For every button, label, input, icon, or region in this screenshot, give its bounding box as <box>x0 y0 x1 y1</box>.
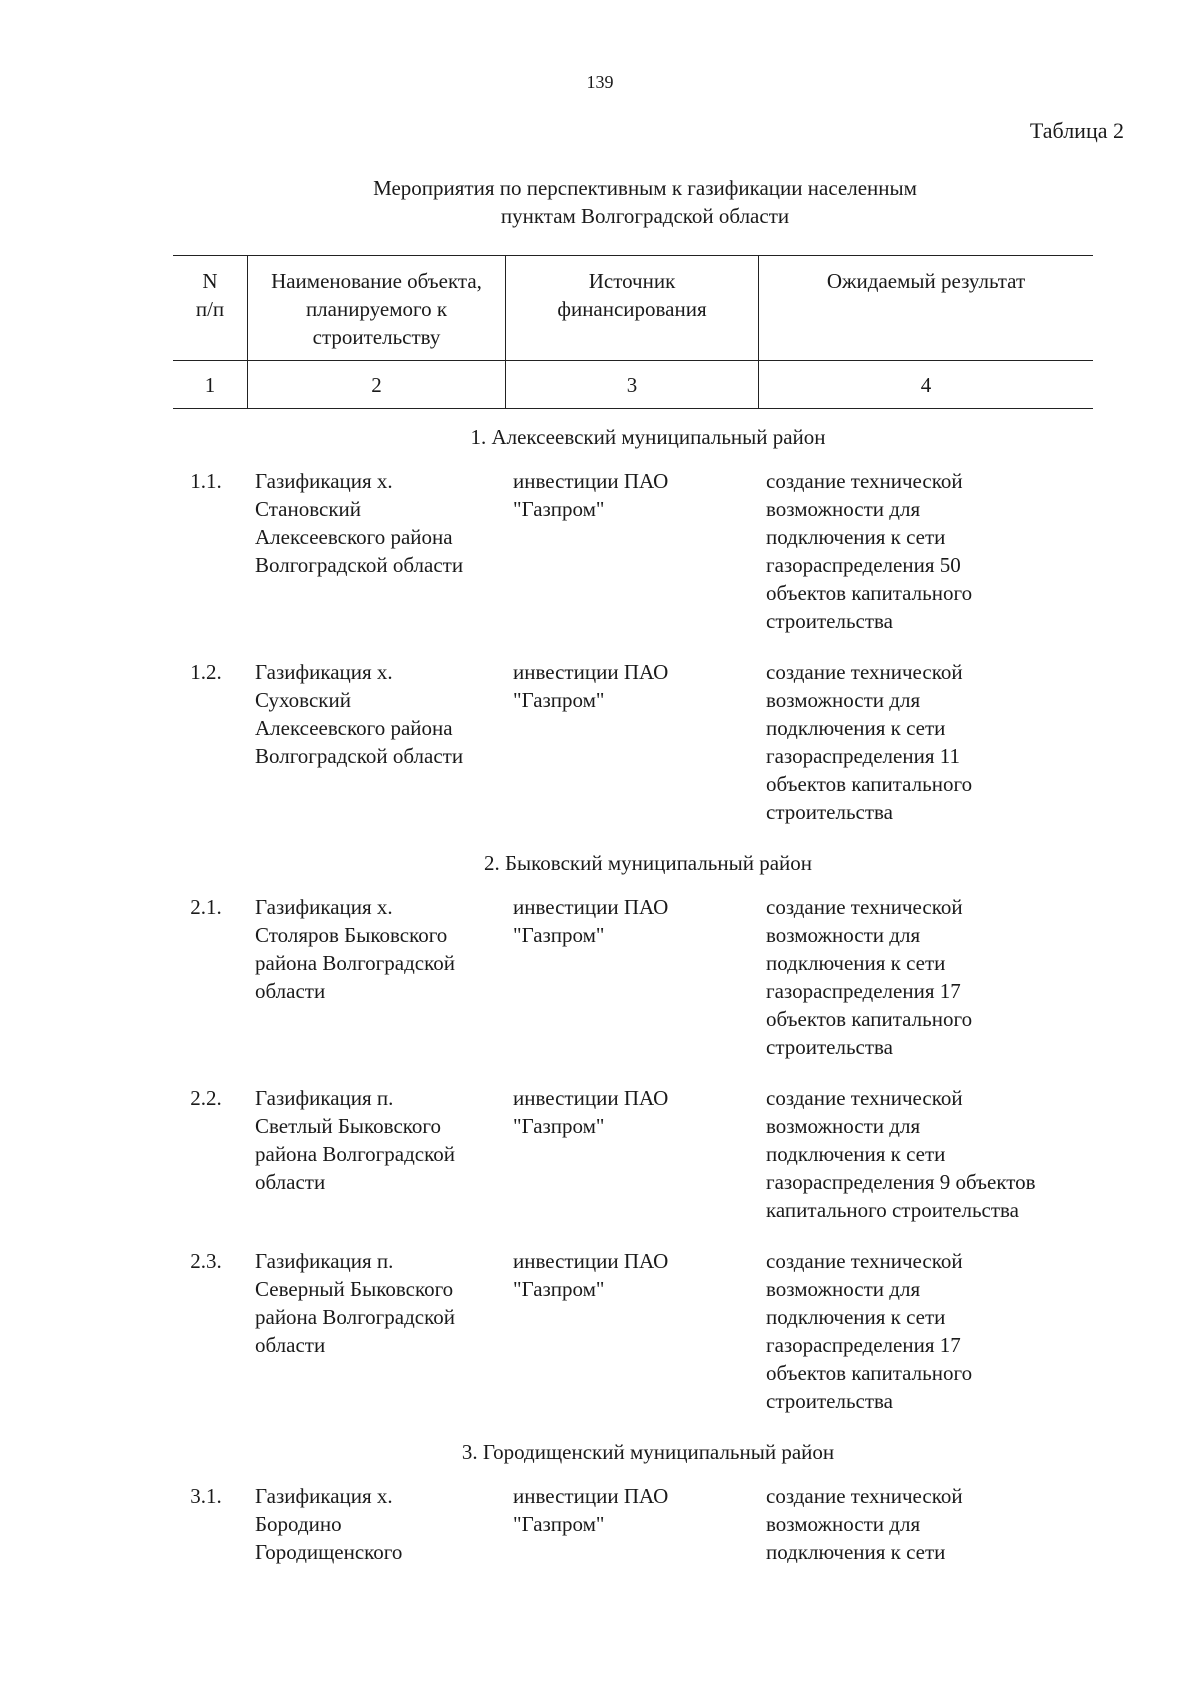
object-name-line: Городищенского <box>255 1540 403 1564</box>
expected-result-cell <box>758 1247 1093 1415</box>
table-row <box>173 658 1093 826</box>
funding-source-line: инвестиции ПАО <box>513 660 669 684</box>
object-name-cell <box>247 893 505 1061</box>
expected-result-line: объектов капитального <box>766 772 973 796</box>
expected-result-line: создание технической <box>766 1249 963 1273</box>
expected-result-line: подключения к сети <box>766 1540 946 1564</box>
object-name-line: Суховский <box>255 688 351 712</box>
column-headers-row <box>173 256 1093 361</box>
column-number: 2 <box>247 361 505 408</box>
expected-result-line: подключения к сети <box>766 716 946 740</box>
section-heading: 1. Алексеевский муниципальный район <box>470 425 826 449</box>
expected-result-line: газораспределения 17 <box>766 979 961 1003</box>
header-funding-source: Источник финансирования <box>505 256 758 360</box>
expected-result-line: подключения к сети <box>766 1142 946 1166</box>
object-name-line: Бородино <box>255 1512 342 1536</box>
object-name-cell <box>247 658 505 826</box>
column-numbers-row <box>173 361 1093 408</box>
expected-result-cell <box>758 1084 1093 1224</box>
expected-result-line: объектов капитального <box>766 1007 973 1031</box>
expected-result-line: строительства <box>766 609 894 633</box>
object-name-line: Газификация х. <box>255 469 393 493</box>
object-name-line: Газификация х. <box>255 660 393 684</box>
column-number: 4 <box>758 361 1093 408</box>
table-header <box>173 255 1093 409</box>
expected-result-line: возможности для <box>766 923 921 947</box>
table-row <box>173 1247 1093 1415</box>
object-name-line: Волгоградской области <box>255 744 464 768</box>
expected-result-cell <box>758 1482 1093 1566</box>
expected-result-line: создание технической <box>766 469 963 493</box>
expected-result-line: объектов капитального <box>766 1361 973 1385</box>
table-body <box>173 423 1093 1589</box>
object-name-line: Светлый Быковского <box>255 1114 441 1138</box>
table-row <box>173 467 1093 635</box>
funding-source-line: "Газпром" <box>513 688 605 712</box>
object-name-line: Газификация х. <box>255 1484 393 1508</box>
object-name-line: Северный Быковского <box>255 1277 454 1301</box>
expected-result-line: возможности для <box>766 1114 921 1138</box>
object-name-line: области <box>255 1333 326 1357</box>
object-name-line: области <box>255 1170 326 1194</box>
expected-result-line: строительства <box>766 1389 894 1413</box>
object-name-cell <box>247 1247 505 1415</box>
funding-source-line: инвестиции ПАО <box>513 1249 669 1273</box>
expected-result-line: строительства <box>766 1035 894 1059</box>
row-number: 3.1. <box>190 1484 222 1508</box>
row-number: 2.2. <box>190 1086 222 1110</box>
row-number: 2.3. <box>190 1249 222 1273</box>
object-name-line: Алексеевского района <box>255 525 453 549</box>
expected-result-line: капитального строительства <box>766 1198 1019 1222</box>
funding-source-line: инвестиции ПАО <box>513 469 669 493</box>
expected-result-line: газораспределения 11 <box>766 744 960 768</box>
row-number: 2.1. <box>190 895 222 919</box>
expected-result-line: возможности для <box>766 1512 921 1536</box>
object-name-line: Алексеевского района <box>255 716 453 740</box>
expected-result-line: создание технической <box>766 1086 963 1110</box>
page-number: 139 <box>586 72 614 92</box>
expected-result-cell <box>758 467 1093 635</box>
expected-result-line: строительства <box>766 800 894 824</box>
table-label: Таблица 2 <box>1029 118 1124 143</box>
funding-source-line: "Газпром" <box>513 923 605 947</box>
funding-source-line: "Газпром" <box>513 1512 605 1536</box>
expected-result-line: создание технической <box>766 660 963 684</box>
object-name-line: Столяров Быковского <box>255 923 448 947</box>
expected-result-line: создание технической <box>766 895 963 919</box>
row-number: 1.2. <box>190 660 222 684</box>
header-object-name: Наименование объекта, планируемого к строительству <box>247 256 505 360</box>
object-name-line: района Волгоградской <box>255 1305 455 1329</box>
funding-source-line: инвестиции ПАО <box>513 895 669 919</box>
expected-result-cell <box>758 658 1093 826</box>
expected-result-line: подключения к сети <box>766 525 946 549</box>
expected-result-line: создание технической <box>766 1484 963 1508</box>
expected-result-line: газораспределения 9 объектов <box>766 1170 1036 1194</box>
expected-result-line: газораспределения 17 <box>766 1333 961 1357</box>
expected-result-cell <box>758 893 1093 1061</box>
object-name-line: Становский <box>255 497 362 521</box>
object-name-line: Газификация п. <box>255 1249 394 1273</box>
funding-source-cell <box>505 893 758 1061</box>
funding-source-cell <box>505 1084 758 1224</box>
object-name-line: области <box>255 979 326 1003</box>
section-heading: 2. Быковский муниципальный район <box>483 851 813 875</box>
object-name-cell <box>247 1084 505 1224</box>
object-name-line: района Волгоградской <box>255 951 455 975</box>
expected-result-line: возможности для <box>766 688 921 712</box>
row-number: 1.1. <box>190 469 222 493</box>
funding-source-line: "Газпром" <box>513 1277 605 1301</box>
object-name-cell <box>247 467 505 635</box>
expected-result-line: подключения к сети <box>766 951 946 975</box>
expected-result-line: объектов капитального <box>766 581 973 605</box>
expected-result-line: возможности для <box>766 1277 921 1301</box>
funding-source-line: "Газпром" <box>513 497 605 521</box>
column-number: 1 <box>204 373 216 397</box>
funding-source-line: "Газпром" <box>513 1114 605 1138</box>
object-name-line: Газификация п. <box>255 1086 394 1110</box>
expected-result-line: возможности для <box>766 497 921 521</box>
object-name-cell <box>247 1482 505 1566</box>
table-row <box>173 893 1093 1061</box>
expected-result-line: подключения к сети <box>766 1305 946 1329</box>
funding-source-cell <box>505 1482 758 1566</box>
table-row <box>173 1084 1093 1224</box>
document-title <box>300 174 990 230</box>
title-line: пунктам Волгоградской области <box>500 204 790 228</box>
funding-source-cell <box>505 1247 758 1415</box>
header-number: N п/п <box>195 269 225 321</box>
object-name-line: района Волгоградской <box>255 1142 455 1166</box>
funding-source-cell <box>505 658 758 826</box>
table-row <box>173 1482 1093 1566</box>
object-name-line: Газификация х. <box>255 895 393 919</box>
funding-source-line: инвестиции ПАО <box>513 1484 669 1508</box>
header-expected-result: Ожидаемый результат <box>758 256 1093 360</box>
column-number: 3 <box>505 361 758 408</box>
funding-source-cell <box>505 467 758 635</box>
section-heading: 3. Городищенский муниципальный район <box>461 1440 835 1464</box>
expected-result-line: газораспределения 50 <box>766 553 961 577</box>
funding-source-line: инвестиции ПАО <box>513 1086 669 1110</box>
object-name-line: Волгоградской области <box>255 553 464 577</box>
title-line: Мероприятия по перспективным к газификации населенным <box>373 176 917 200</box>
